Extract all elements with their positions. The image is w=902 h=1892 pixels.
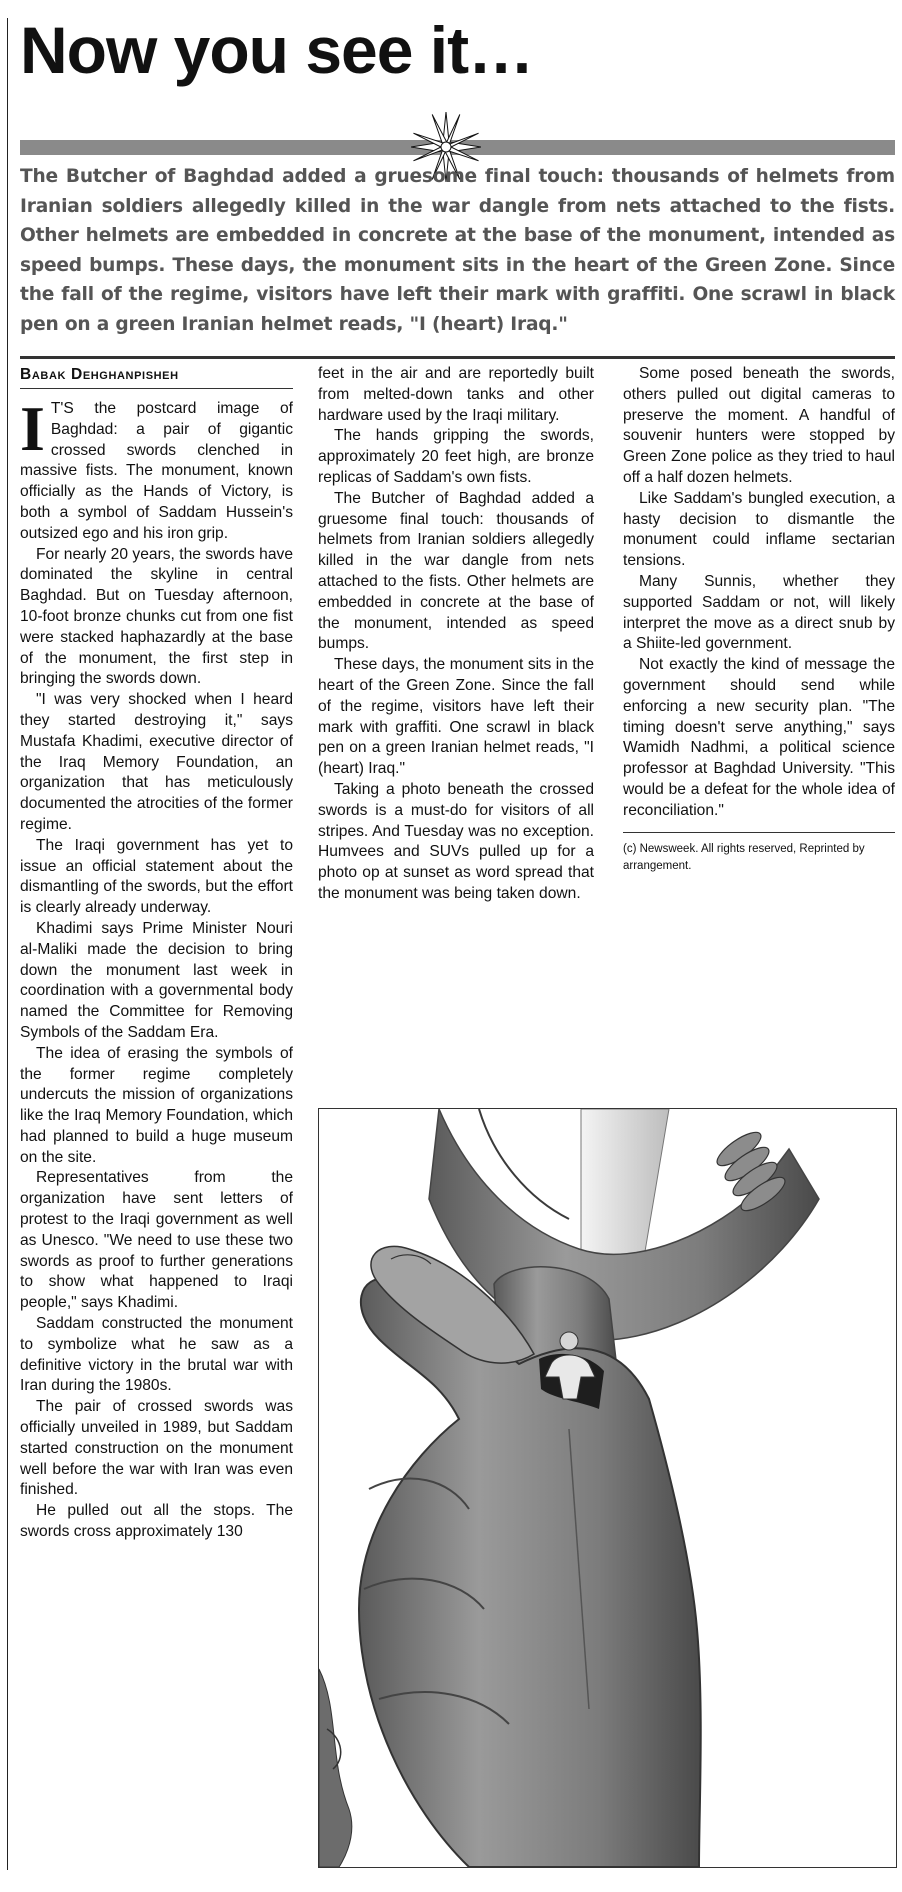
body-paragraph: Many Sunnis, whether they supported Saddam or not, will likely interpret the move as a direct snub by a Shiite-led government. xyxy=(623,572,895,653)
article-column-1 xyxy=(20,364,293,1543)
body-paragraph: The Iraqi government has yet to issue an official statement about the dismantling of the swords, but the effort is clearly already underway. xyxy=(20,836,293,917)
body-paragraph: The pair of crossed swords was officially unveiled in 1989, but Saddam started construction on the monument well before the war with Iran was even finished. xyxy=(20,1398,293,1499)
body-paragraph: Some posed beneath the swords, others pulled out digital cameras to preserve the moment. A handful of souvenir hunters were stopped by Green Zone police as they tried to haul off a half dozen helmets. xyxy=(623,365,895,486)
body-paragraph: He pulled out all the stops. The swords cross approximately 130 xyxy=(20,1502,293,1541)
headline: Now you see it… xyxy=(20,13,534,87)
left-column-rule xyxy=(7,18,8,1870)
body-paragraph: The Butcher of Baghdad added a gruesome final touch: thousands of helmets from Iranian soldiers allegedly killed in the war dangle from nets attached to the fists. Other helmets are embedded in concrete at the base of the monument, intended as speed bumps. xyxy=(318,489,594,653)
body-paragraph: Like Saddam's bungled execution, a hasty decision to dismantle the monument could inflame sectarian tensions. xyxy=(623,489,895,570)
section-divider xyxy=(20,356,895,359)
lead-paragraph-text: T'S the postcard image of Baghdad: a pair of gigantic crossed swords clenched in massive fists. The monument, known officially as the Hands of Victory, is both a symbol of Saddam Hussein's outsized ego and his iron grip. xyxy=(20,400,293,542)
copyright-credit: (c) Newsweek. All rights reserved, Reprinted by arrangement. xyxy=(623,832,895,875)
body-paragraph: "I was very shocked when I heard they started destroying it," says Mustafa Khadimi, executive director of the Iraq Memory Foundation, an organization that has meticulously documented the atrocities of the former regime. xyxy=(20,691,293,833)
drop-cap: I xyxy=(20,393,45,464)
body-paragraph: The hands gripping the swords, approximately 20 feet high, are bronze replicas of Saddam's own fists. xyxy=(318,427,594,486)
monument-photo xyxy=(318,1108,897,1868)
body-paragraph: The idea of erasing the symbols of the former regime completely undercuts the mission of organizations like the Iraq Memory Foundation, which had planned to build a huge museum on the site. xyxy=(20,1044,293,1166)
deck-summary: The Butcher of Baghdad added a gruesome final touch: thousands of helmets from Iranian soldiers allegedly killed in the war dangle from nets attached to the fists. Other helmets are embedded in concrete at the base of the monument, intended as speed bumps. These days, the monument sits in the heart of the Green Zone. Since the fall of the regime, visitors have left their mark with graffiti. One scrawl in black pen on a green Iranian helmet reads, "I (heart) Iraq." xyxy=(20,166,895,335)
article-column-3 xyxy=(623,364,895,875)
body-paragraph: Taking a photo beneath the crossed swords is a must-do for visitors of all stripes. And Tuesday was no exception. Humvees and SUVs pulled up for a photo op at sunset as word spread that the monument was being taken down. xyxy=(318,780,594,902)
fist-and-sword-illustration xyxy=(319,1109,896,1867)
article-column-2 xyxy=(318,364,594,905)
body-paragraph-continued: feet in the air and are reportedly built from melted-down tanks and other hardware used by the Iraqi military. xyxy=(318,365,594,424)
body-paragraph: Khadimi says Prime Minister Nouri al-Maliki made the decision to bring down the monument last week in coordination with a governmental body named the Committee for Removing Symbols of the Saddam Era. xyxy=(20,919,293,1041)
body-paragraph: Representatives from the organization have sent letters of protest to the Iraqi government as well as Unesco. "We need to use these two swords as proof to further generations to show what happened to Iraqi people," says Khadimi. xyxy=(20,1169,293,1312)
body-paragraph: Not exactly the kind of message the government should send while enforcing a new security plan. "The timing doesn't serve anything," says Wamidh Nadhmi, a political science professor at Baghdad University. "This would be a defeat for the whole idea of reconciliation." xyxy=(623,656,895,819)
body-paragraph: These days, the monument sits in the heart of the Green Zone. Since the fall of the regime, visitors have left their mark with graffiti. One scrawl in black pen on a green Iranian helmet reads, "I (heart) Iraq." xyxy=(318,656,594,778)
byline: Babak Dehghanpisheh xyxy=(20,364,293,389)
body-paragraph: For nearly 20 years, the swords have dominated the skyline in central Baghdad. But on Tuesday afternoon, 10-foot bronze chunks cut from one fist were stacked haphazardly at the base of the monument, the first step in bringing the swords down. xyxy=(20,545,293,688)
lead-paragraph xyxy=(20,393,293,545)
body-paragraph: Saddam constructed the monument to symbolize what he saw as a definitive victory in the brutal war with Iran during the 1980s. xyxy=(20,1315,293,1395)
